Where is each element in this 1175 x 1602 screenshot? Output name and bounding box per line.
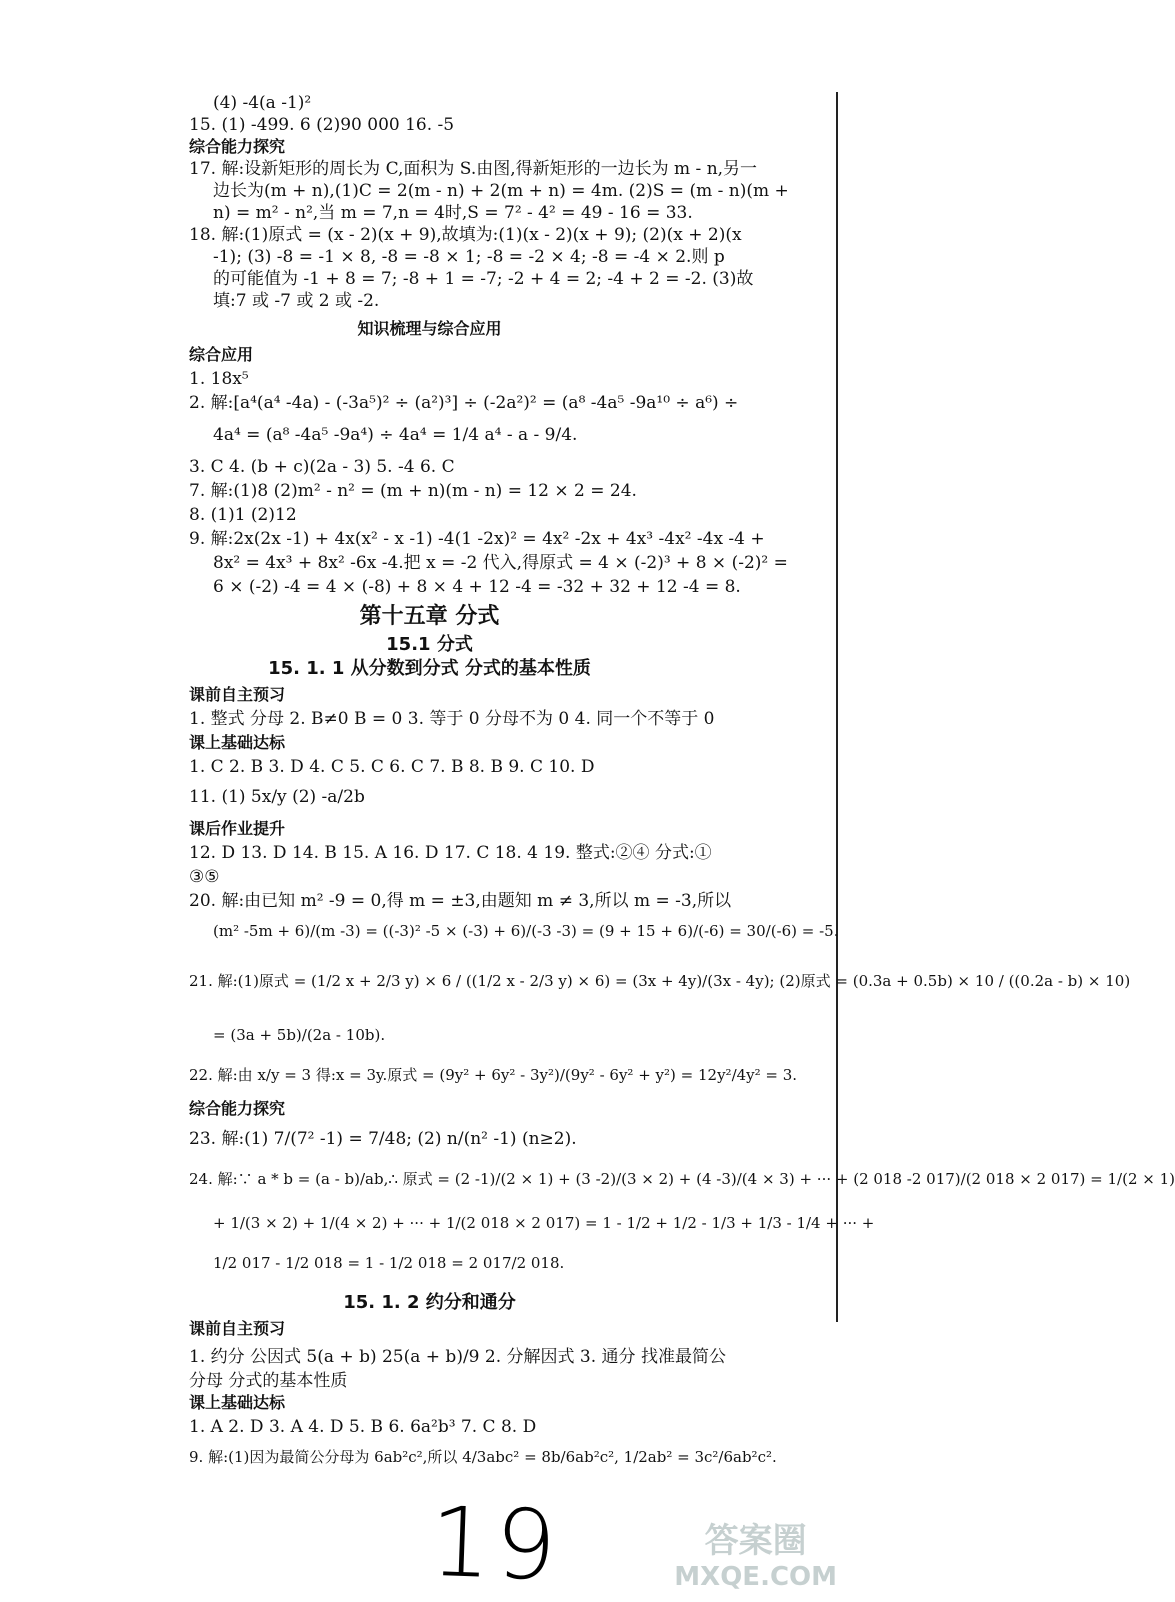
section-heading: 课后作业提升 [189,819,286,838]
section-heading: 综合应用 [189,345,254,364]
section-heading: 综合能力探究 [189,137,286,156]
section-heading: 课前自主预习 [189,1319,286,1338]
answer-line: 15. (1) -499. 6 (2)90 000 16. -5 [189,115,455,135]
answer-line: 18. 解:(1)原式 = (x - 2)(x + 9),故填为:(1)(x - 2)(x + 9); (2)(x + 2)(x [189,225,742,245]
answer-line: 11. (1) 5x/y (2) -a/2b [189,787,365,807]
answer-line: 填:7 或 -7 或 2 或 -2. [213,291,380,311]
answer-line: 2. 解:[a⁴(a⁴ -4a) - (-3a⁵)² ÷ (a²)³] ÷ (-2a²)² = (a⁸ -4a⁵ -9a¹⁰ ÷ a⁶) ÷ [189,393,739,413]
answer-line: 20. 解:由已知 m² -9 = 0,得 m = ±3,由题知 m ≠ 3,所以 m = -3,所以 [189,891,732,911]
section-title: 15.1 分式 [386,634,473,655]
answer-line: 17. 解:设新矩形的周长为 C,面积为 S.由图,得新矩形的一边长为 m - n,另一 [189,159,758,179]
page-edge-divider [836,92,838,1322]
section-heading: 课上基础达标 [189,733,286,752]
answer-line: 21. 解:(1)原式 = (1/2 x + 2/3 y) × 6 / ((1/2 x - 2/3 y) × 6) = (3x + 4y)/(3x - 4y); (2)原式 = (0.3a + 0.5b) × 10 / ((0.2a - b) × 10) [189,972,1131,990]
watermark-url: MXQE.COM [674,1562,837,1592]
section-title: 知识梳理与综合应用 [357,319,502,338]
answer-line: = (3a + 5b)/(2a - 10b). [213,1026,386,1044]
answer-line: 9. 解:2x(2x -1) + 4x(x² - x -1) -4(1 -2x)² = 4x² -2x + 4x³ -4x² -4x -4 + [189,529,765,549]
answer-line: (m² -5m + 6)/(m -3) = ((-3)² -5 × (-3) + 6)/(-3 -3) = (9 + 15 + 6)/(-6) = 30/(-6) = -5. [213,922,839,940]
answer-line: 1. C 2. B 3. D 4. C 5. C 6. C 7. B 8. B 9. C 10. D [189,757,595,777]
answer-line: 23. 解:(1) 7/(7² -1) = 7/48; (2) n/(n² -1) (n≥2). [189,1129,577,1149]
answer-line: -1); (3) -8 = -1 × 8, -8 = -8 × 1; -8 = -2 × 4; -8 = -4 × 2.则 p [213,247,725,267]
answer-line: 7. 解:(1)8 (2)m² - n² = (m + n)(m - n) = 12 × 2 = 24. [189,481,637,501]
answer-line: 1. A 2. D 3. A 4. D 5. B 6. 6a²b³ 7. C 8. D [189,1417,537,1437]
answer-line: 8. (1)1 (2)12 [189,505,297,525]
answer-line: 22. 解:由 x/y = 3 得:x = 3y.原式 = (9y² + 6y² - 3y²)/(9y² - 6y² + y²) = 12y²/4y² = 3. [189,1066,798,1084]
handwritten-page-number: 19 [428,1485,563,1602]
answer-line: n) = m² - n²,当 m = 7,n = 4时,S = 7² - 4² = 49 - 16 = 33. [213,203,693,223]
answer-line: 4a⁴ = (a⁸ -4a⁵ -9a⁴) ÷ 4a⁴ = 1/4 a⁴ - a - 9/4. [213,425,578,445]
answer-line: + 1/(3 × 2) + 1/(4 × 2) + ··· + 1/(2 018 × 2 017) = 1 - 1/2 + 1/2 - 1/3 + 1/3 - 1/4 + ··· + [213,1214,875,1232]
answer-line: 分母 分式的基本性质 [189,1371,348,1391]
section-heading: 综合能力探究 [189,1099,286,1118]
answer-line: 边长为(m + n),(1)C = 2(m - n) + 2(m + n) = 4m. (2)S = (m - n)(m + [213,181,789,201]
answer-line: 12. D 13. D 14. B 15. A 16. D 17. C 18. 4 19. 整式:②④ 分式:① [189,843,712,863]
subsection-title: 15. 1. 1 从分数到分式 分式的基本性质 [268,658,591,679]
watermark-text: 答案圈 [704,1521,807,1561]
answer-line: 1. 18x⁵ [189,369,249,389]
answer-line: ③⑤ [189,867,220,887]
answer-line: (4) -4(a -1)² [213,93,312,113]
answer-line: 1. 整式 分母 2. B≠0 B = 0 3. 等于 0 分母不为 0 4. 同一个不等于 0 [189,709,715,729]
answer-line: 1. 约分 公因式 5(a + b) 25(a + b)/9 2. 分解因式 3. 通分 找准最简公 [189,1347,726,1367]
answer-line: 9. 解:(1)因为最简公分母为 6ab²c²,所以 4/3abc² = 8b/6ab²c², 1/2ab² = 3c²/6ab²c². [189,1448,777,1466]
section-heading: 课上基础达标 [189,1393,286,1412]
chapter-title: 第十五章 分式 [359,604,500,629]
answer-line: 1/2 017 - 1/2 018 = 1 - 1/2 018 = 2 017/2 018. [213,1254,565,1272]
answer-line: 8x² = 4x³ + 8x² -6x -4.把 x = -2 代入,得原式 = 4 × (-2)³ + 8 × (-2)² = [213,553,788,573]
answer-line: 6 × (-2) -4 = 4 × (-8) + 8 × 4 + 12 -4 = -32 + 32 + 12 -4 = 8. [213,577,741,597]
answer-line: 3. C 4. (b + c)(2a - 3) 5. -4 6. C [189,457,455,477]
answer-line: 24. 解:∵ a * b = (a - b)/ab,∴ 原式 = (2 -1)/(2 × 1) + (3 -2)/(3 × 2) + (4 -3)/(4 × 3) + ··· + (2 018 -2 017)/(2 018 × 2 017) = 1/(2 × 1) [189,1170,1175,1188]
section-heading: 课前自主预习 [189,685,286,704]
watermark-logo [674,1513,837,1592]
subsection-title: 15. 1. 2 约分和通分 [343,1292,516,1313]
answer-line: 的可能值为 -1 + 8 = 7; -8 + 1 = -7; -2 + 4 = 2; -4 + 2 = -2. (3)故 [213,269,754,289]
